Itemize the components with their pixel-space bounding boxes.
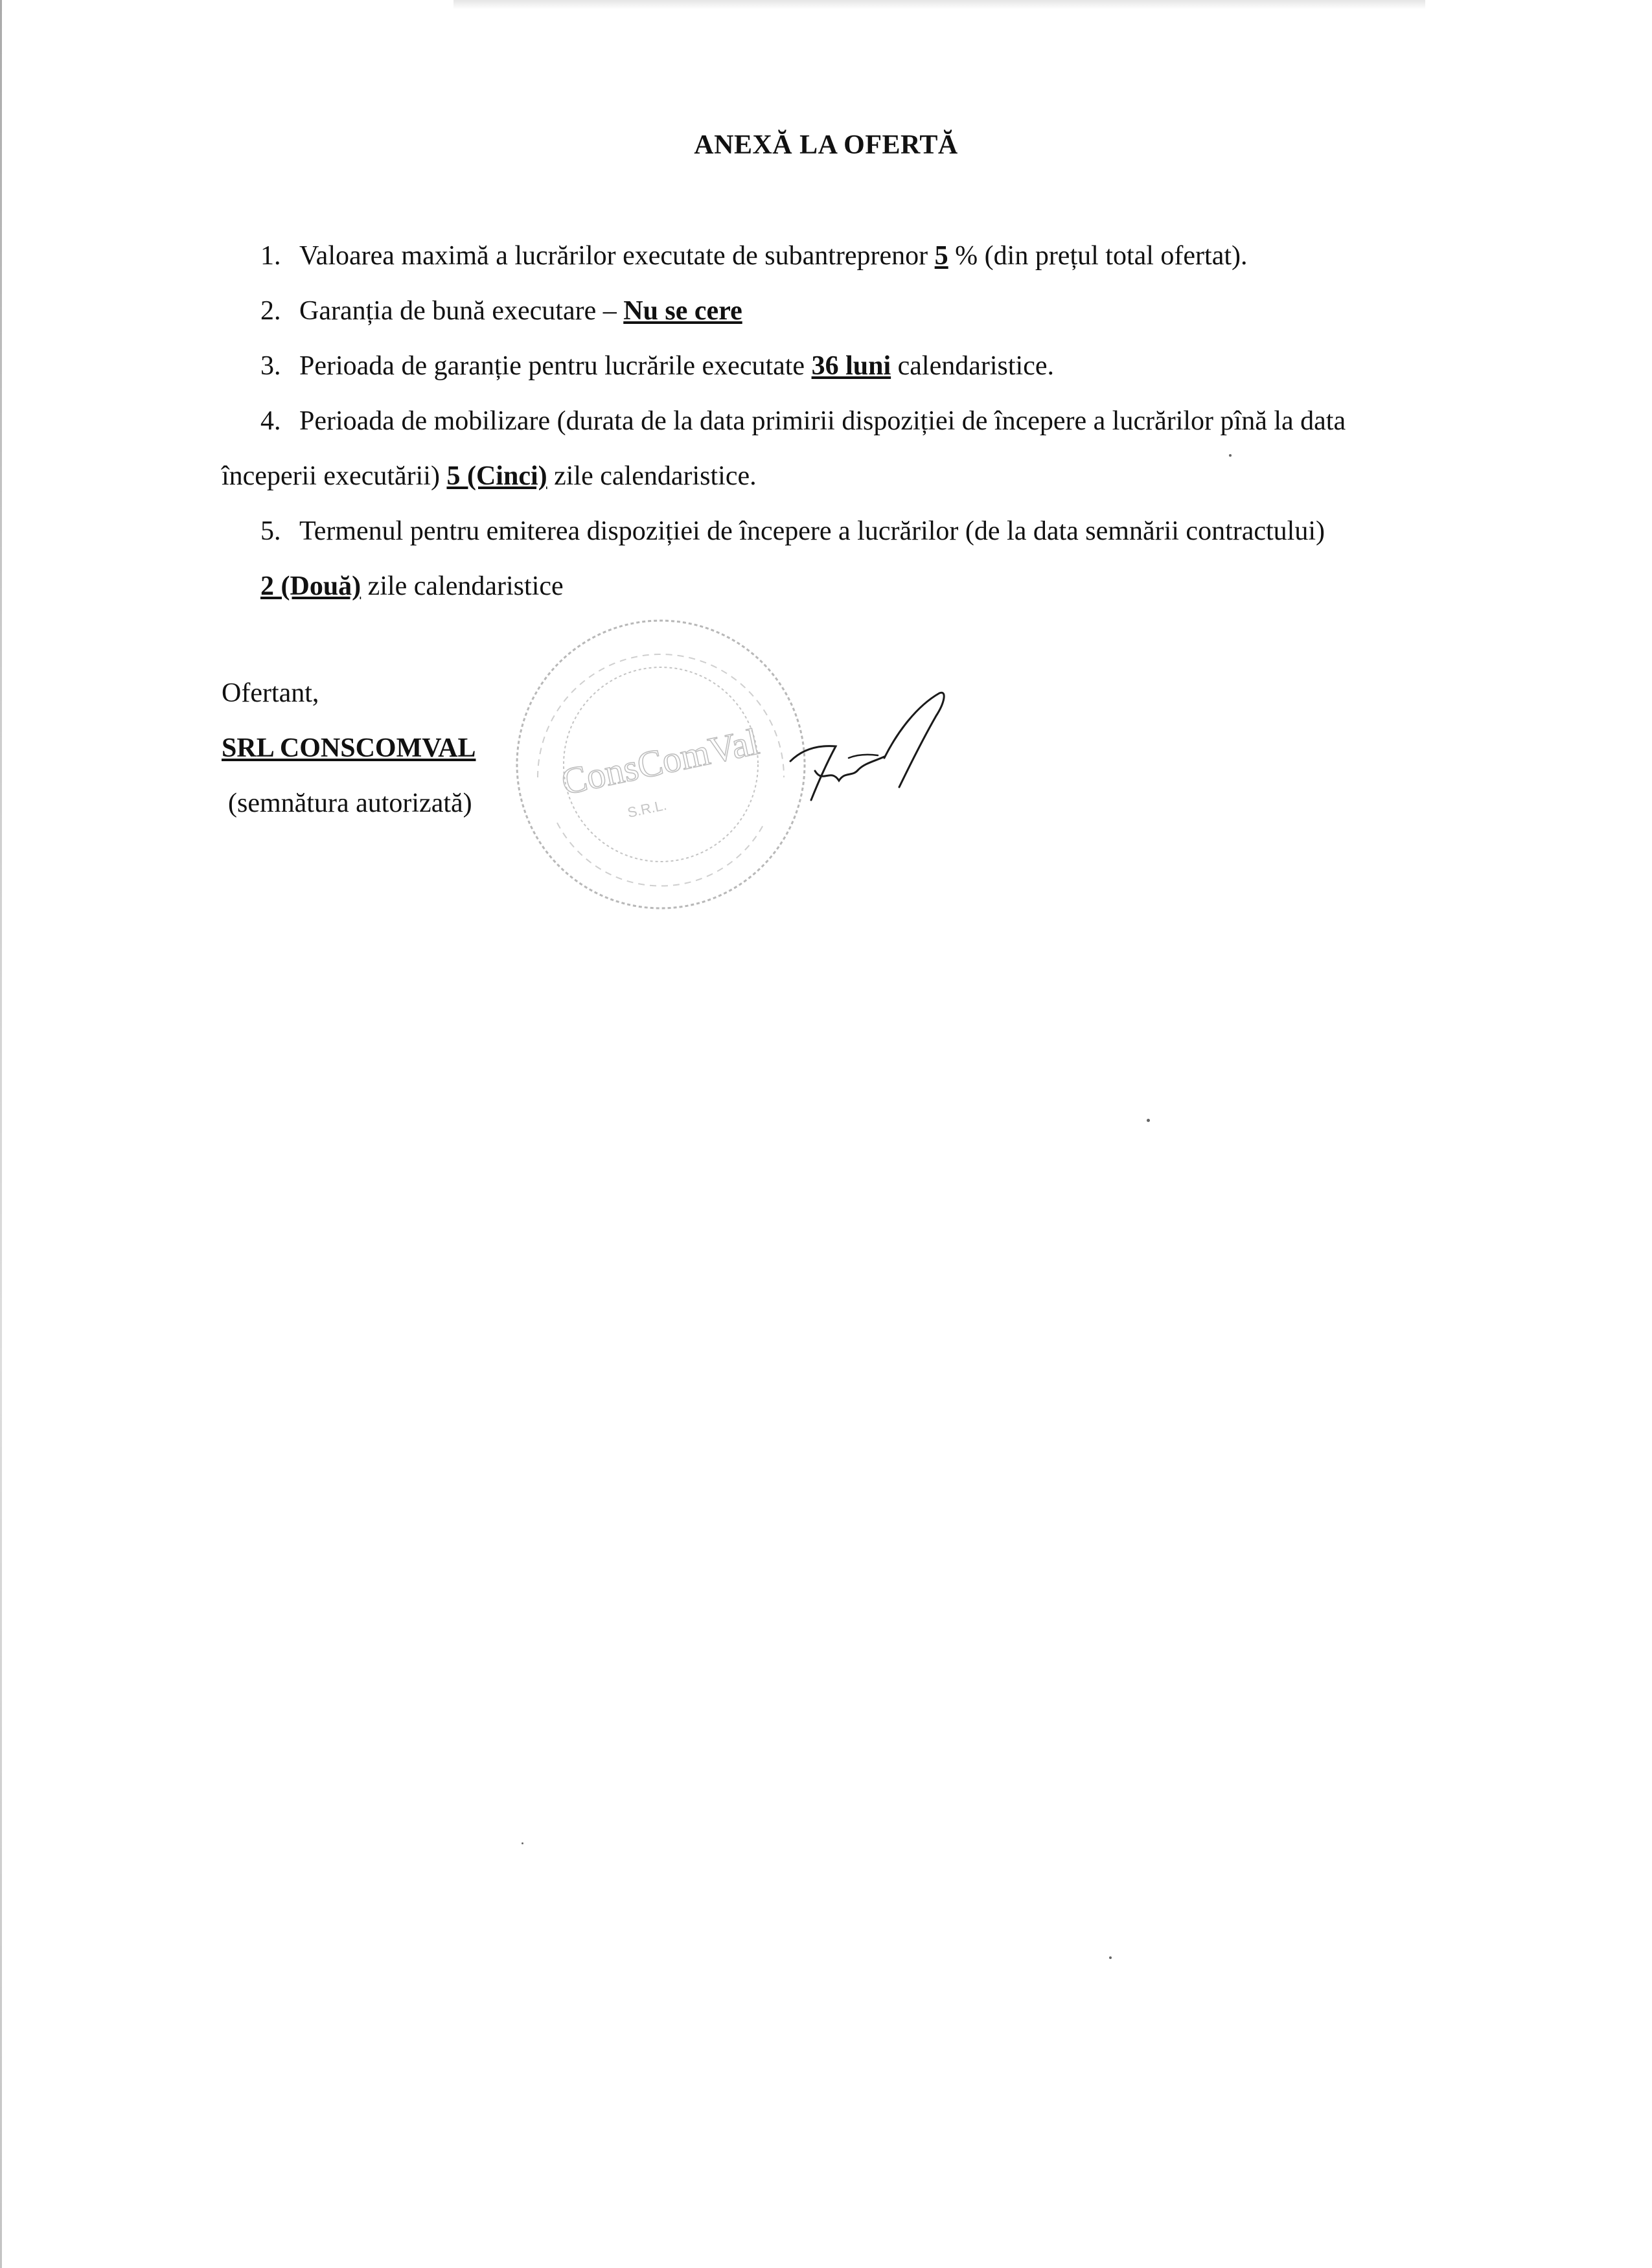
clause-value: 2 (Două) xyxy=(260,571,361,601)
stamp-center-text: ConsComVal xyxy=(558,720,763,803)
document-title: ANEXĂ LA OFERTĂ xyxy=(694,130,958,160)
clause-number: 4. xyxy=(260,406,281,436)
clause-2 xyxy=(260,295,1576,327)
clause-number: 3. xyxy=(260,351,281,381)
clause-text: Garanția de bună executare – xyxy=(299,296,624,326)
clause-text: Perioada de mobilizare (durata de la data primirii dispoziției de începere a lucrărilor pînă la data xyxy=(299,406,1346,436)
clause-text: Perioada de garanție pentru lucrările executate xyxy=(299,351,812,381)
clause-5 xyxy=(260,515,1576,547)
clause-value: 36 luni xyxy=(811,351,891,381)
clause-number: 2. xyxy=(260,296,281,326)
stamp-sub-text: S.R.L. xyxy=(626,796,669,821)
scan-speck xyxy=(522,1842,523,1844)
clause-value: 5 (Cinci) xyxy=(446,461,547,491)
company-stamp xyxy=(512,615,810,913)
scan-shadow xyxy=(453,0,1425,9)
signatory-company: SRL CONSCOMVAL xyxy=(222,733,476,763)
clause-4 xyxy=(260,405,1576,437)
clause-3 xyxy=(260,350,1576,382)
clause-text-after: calendaristice. xyxy=(891,351,1054,381)
scan-edge xyxy=(0,0,2,2268)
clause-text: Valoarea maximă a lucrărilor executate de subantreprenor xyxy=(299,241,935,271)
scan-speck xyxy=(1109,1956,1112,1959)
scan-speck xyxy=(1229,454,1232,457)
clause-text-after: zile calendaristice xyxy=(361,571,564,601)
clause-text: Termenul pentru emiterea dispoziției de începere a lucrărilor (de la data semnării contractului) xyxy=(299,516,1325,546)
handwritten-signature xyxy=(777,687,998,842)
clause-number: 5. xyxy=(260,516,281,546)
clause-5-continuation xyxy=(260,570,1576,602)
clause-text-after: zile calendaristice. xyxy=(547,461,757,491)
scan-speck xyxy=(1147,1119,1150,1122)
clause-text: începerii executării) xyxy=(222,461,447,491)
clause-number: 1. xyxy=(260,241,281,271)
clause-value: Nu se cere xyxy=(623,296,742,326)
clause-1 xyxy=(260,240,1576,272)
signature-caption: (semnătura autorizată) xyxy=(228,788,472,818)
clause-value: 5 xyxy=(934,241,948,271)
signatory-label: Ofertant, xyxy=(222,678,319,708)
clause-4-continuation xyxy=(222,460,1537,492)
clause-text-after: % (din prețul total ofertat). xyxy=(948,241,1248,271)
